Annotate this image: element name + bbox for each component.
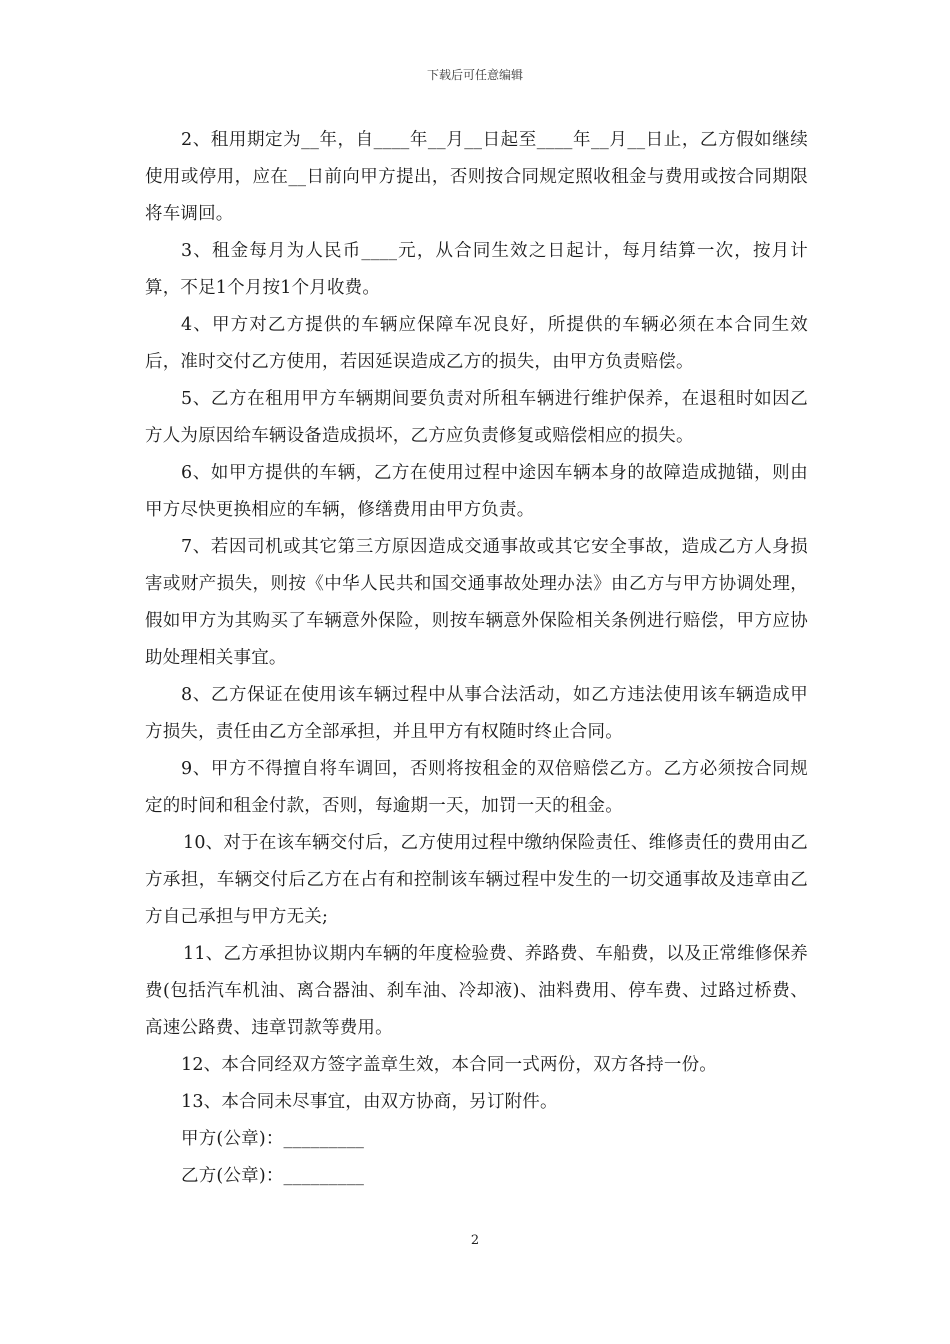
clause-6: 6、如甲方提供的车辆，乙方在使用过程中途因车辆本身的故障造成抛锚，则由甲方尽快更换相应的车辆，修缮费用由甲方负责。 xyxy=(145,463,808,520)
party-b-seal-line: 乙方(公章)：_________ xyxy=(181,1166,365,1186)
contract-body xyxy=(145,122,808,1195)
page-number: 2 xyxy=(470,1233,480,1248)
clause-12: 12、本合同经双方签字盖章生效，本合同一式两份，双方各持一份。 xyxy=(181,1055,717,1075)
clause-3: 3、租金每月为人民币____元，从合同生效之日起计，每月结算一次，按月计算，不足1个月按1个月收费。 xyxy=(145,241,808,298)
clause-7: 7、若因司机或其它第三方原因造成交通事故或其它安全事故，造成乙方人身损害或财产损失，则按《中华人民共和国交通事故处理办法》由乙方与甲方协调处理，假如甲方为其购买了车辆意外保险，则按车辆意外保险相关条例进行赔偿，甲方应协助处理相关事宜。 xyxy=(145,537,808,668)
clause-13: 13、本合同未尽事宜，由双方协商，另订附件。 xyxy=(181,1092,558,1112)
clause-5: 5、乙方在租用甲方车辆期间要负责对所租车辆进行维护保养，在退租时如因乙方人为原因给车辆设备造成损坏，乙方应负责修复或赔偿相应的损失。 xyxy=(145,389,808,446)
clause-9: 9、甲方不得擅自将车调回，否则将按租金的双倍赔偿乙方。乙方必须按合同规定的时间和租金付款，否则，每逾期一天，加罚一天的租金。 xyxy=(145,759,808,816)
clause-8: 8、乙方保证在使用该车辆过程中从事合法活动，如乙方违法使用该车辆造成甲方损失，责任由乙方全部承担，并且甲方有权随时终止合同。 xyxy=(145,685,808,742)
clause-11: 11、乙方承担协议期内车辆的年度检验费、养路费、车船费，以及正常维修保养费(包括汽车机油、离合器油、刹车油、冷却液)、油料费用、停车费、过路过桥费、高速公路费、违章罚款等费用。 xyxy=(145,944,808,1038)
page-header: 下载后可任意编辑 xyxy=(426,68,523,82)
party-a-seal-line: 甲方(公章)：_________ xyxy=(181,1129,365,1149)
clause-4: 4、甲方对乙方提供的车辆应保障车况良好，所提供的车辆必须在本合同生效后，准时交付乙方使用，若因延误造成乙方的损失，由甲方负责赔偿。 xyxy=(145,315,808,372)
clause-10: 10、对于在该车辆交付后，乙方使用过程中缴纳保险责任、维修责任的费用由乙方承担，车辆交付后乙方在占有和控制该车辆过程中发生的一切交通事故及违章由乙方自己承担与甲方无关; xyxy=(145,833,808,927)
clause-2: 2、租用期定为__年，自____年__月__日起至____年__月__日止，乙方假如继续使用或停用，应在__日前向甲方提出，否则按合同规定照收租金与费用或按合同期限将车调回。 xyxy=(145,130,808,224)
